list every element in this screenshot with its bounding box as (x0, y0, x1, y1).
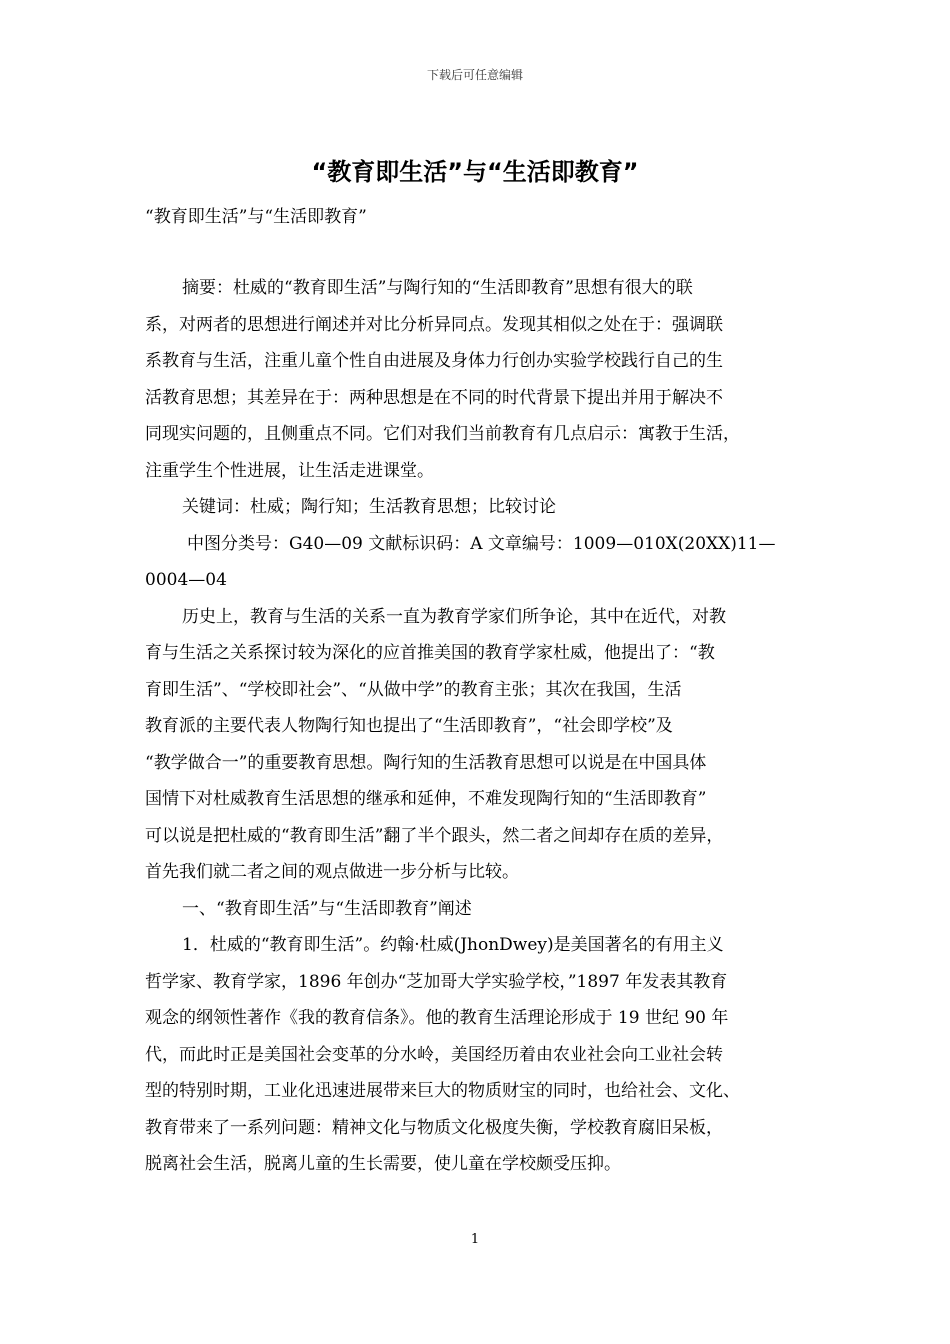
text-line: 脱离社会生活，脱离儿童的生长需要，使儿童在学校颇受压抑。 (145, 1154, 621, 1174)
text-line: 代，而此时正是美国社会变革的分水岭，美国经历着由农业社会向工业社会转 (145, 1044, 723, 1065)
text-line: 教育派的主要代表人物陶行知也提出了“生活即教育”，“社会即学校”及 (145, 716, 673, 736)
page-number: 1 (470, 1232, 480, 1247)
text-line: “教学做合一”的重要教育思想。陶行知的生活教育思想可以说是在中国具体 (145, 752, 707, 773)
text-line: 型的特别时期，工业化迅速进展带来巨大的物质财宝的同时，也给社会、文化、 (145, 1081, 740, 1101)
text-line: 首先我们就二者之间的观点做进一步分析与比较。 (145, 862, 519, 882)
text-line: 注重学生个性进展，让生活走进课堂。 (145, 460, 434, 481)
text-line: 0004—04 (145, 570, 227, 590)
document-body (145, 270, 825, 1183)
text-line: 系，对两者的思想进行阐述并对比分析异同点。发现其相似之处在于：强调联 (145, 314, 723, 335)
text-line: 中图分类号：G40—09 文献标识码：A 文章编号：1009—010X(20XX)11— (187, 533, 776, 554)
text-line: 活教育思想；其差异在于：两种思想是在不同的时代背景下提出并用于解决不 (145, 387, 723, 408)
text-line: 关键词：杜威；陶行知；生活教育思想；比较讨论 (182, 497, 556, 517)
text-line: 国情下对杜威教育生活思想的继承和延伸，不难发现陶行知的“生活即教育” (145, 789, 707, 809)
page-header: 下载后可任意编辑 (426, 68, 523, 82)
text-line: 育即生活”、“学校即社会”、“从做中学”的教育主张；其次在我国，生活 (145, 679, 682, 700)
text-line: 同现实问题的，且侧重点不同。它们对我们当前教育有几点启示：寓教于生活， (145, 424, 740, 444)
text-line: 一、“教育即生活”与“生活即教育”阐述 (182, 898, 472, 919)
text-line: 系教育与生活，注重儿童个性自由进展及身体力行创办实验学校践行自己的生 (145, 351, 723, 371)
document-subtitle: “教育即生活”与“生活即教育” (145, 207, 367, 227)
text-line: 育与生活之关系探讨较为深化的应首推美国的教育学家杜威，他提出了：“教 (145, 643, 715, 663)
text-line: 观念的纲领性著作《我的教育信条》。他的教育生活理论形成于 19 世纪 90 年 (145, 1008, 729, 1028)
text-line: 摘要：杜威的“教育即生活”与陶行知的“生活即教育”思想有很大的联 (182, 278, 693, 298)
text-line: 教育带来了一系列问题：精神文化与物质文化极度失衡，学校教育腐旧呆板， (145, 1117, 723, 1138)
text-line: 历史上，教育与生活的关系一直为教育学家们所争论，其中在近代，对教 (182, 606, 726, 627)
text-line: 可以说是把杜威的“教育即生活”翻了半个跟头，然二者之间却存在质的差异， (145, 825, 724, 846)
text-line: 哲学家、教育学家，1896 年创办“芝加哥大学实验学校，”1897 年发表其教育 (145, 971, 728, 992)
text-line: 1．杜威的“教育即生活”。约翰·杜威(JhonDwey)是美国著名的有用主义 (182, 935, 724, 955)
document-title: “教育即生活”与“生活即教育” (311, 158, 639, 186)
